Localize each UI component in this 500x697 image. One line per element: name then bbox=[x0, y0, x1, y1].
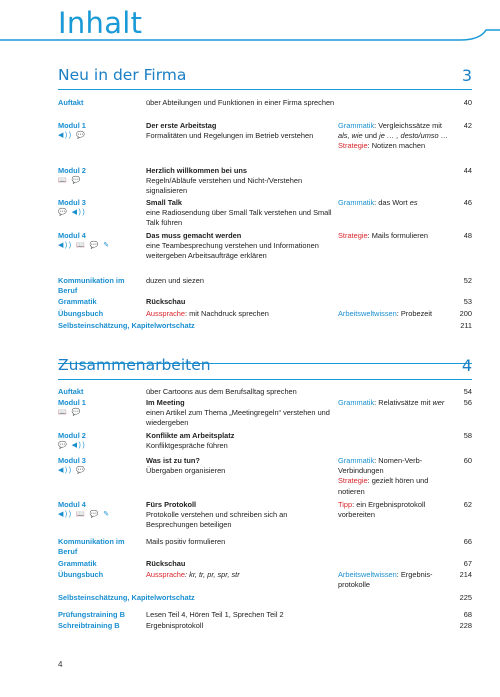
grammar-text: : Nomen-Verb-Verbindungen bbox=[338, 456, 423, 476]
toc-label bbox=[58, 610, 140, 620]
page-ref: 40 bbox=[463, 98, 472, 107]
toc-label bbox=[58, 621, 140, 631]
toc-label-text: Modul 1 bbox=[58, 121, 86, 130]
topic-text: : kr, tr, pr, spr, str bbox=[185, 570, 240, 579]
topic-title: Small Talk bbox=[146, 198, 183, 207]
skill-icons: 💬 ◀)) bbox=[58, 442, 87, 450]
toc-grammar bbox=[338, 198, 450, 208]
toc-label-text: Modul 3 bbox=[58, 456, 86, 465]
topic-text: Formalitäten und Regelungen im Betrieb verstehen bbox=[146, 131, 314, 141]
toc-label bbox=[58, 500, 140, 520]
toc-label bbox=[58, 593, 438, 603]
grammar-italic: wer bbox=[432, 398, 445, 407]
toc-topic bbox=[146, 297, 336, 307]
page-ref: 62 bbox=[463, 500, 472, 509]
page-ref: 42 bbox=[463, 121, 472, 130]
toc-label bbox=[58, 297, 140, 307]
toc-topic bbox=[146, 166, 336, 197]
toc-label bbox=[58, 98, 140, 108]
toc-topic bbox=[146, 231, 336, 262]
toc-label-text: Modul 2 bbox=[58, 431, 86, 440]
grammar-label: Grammatik bbox=[338, 456, 375, 465]
grammar-label: Arbeitsweltwissen bbox=[338, 309, 397, 318]
topic-text: eine Teambesprechung verstehen und Informationen weitergeben Arbeitsaufträge erklären bbox=[146, 241, 319, 261]
toc-label bbox=[58, 570, 140, 580]
toc-label bbox=[58, 537, 140, 557]
toc-topic bbox=[146, 398, 336, 429]
topic-text: Regeln/Abläufe verstehen und Nicht-/Verstehen signalisieren bbox=[146, 176, 303, 196]
page-ref: 56 bbox=[463, 398, 472, 407]
grammar-text: : das Wort bbox=[374, 198, 410, 207]
grammar-text: : Vergleichssätze mit bbox=[374, 121, 442, 130]
grammar-italic: als, wie bbox=[338, 131, 363, 141]
topic-title: Im Meeting bbox=[146, 398, 185, 407]
toc-topic bbox=[146, 559, 336, 569]
page-ref: 46 bbox=[463, 198, 472, 207]
toc-label-text: Modul 3 bbox=[58, 198, 86, 207]
toc-label-text: Grammatik bbox=[58, 297, 97, 306]
toc-label bbox=[58, 431, 140, 451]
topic-text: einen Artikel zum Thema „Meetingregeln“ verstehen und wiedergeben bbox=[146, 408, 330, 428]
page-ref: 211 bbox=[460, 321, 472, 330]
toc-grammar bbox=[338, 309, 450, 319]
toc-label-text: Auftakt bbox=[58, 98, 84, 107]
grammar-text: : gezielt hören und notieren bbox=[338, 476, 429, 496]
toc-grammar bbox=[338, 398, 450, 408]
page-number: 4 bbox=[58, 660, 63, 669]
toc-label bbox=[58, 309, 140, 319]
page-ref: 60 bbox=[463, 456, 472, 465]
toc-label-text: Grammatik bbox=[58, 559, 97, 568]
page-ref: 48 bbox=[463, 231, 472, 240]
topic-text: über Abteilungen und Funktionen in einer Firma sprechen bbox=[146, 98, 335, 107]
topic-title: Fürs Protokoll bbox=[146, 500, 197, 509]
toc-grammar bbox=[338, 500, 450, 520]
page-ref: 54 bbox=[463, 387, 472, 396]
grammar-label: Arbeitsweltwissen bbox=[338, 570, 397, 579]
topic-text: : mit Nachdruck sprechen bbox=[185, 309, 269, 318]
topic-text: Übergaben organisieren bbox=[146, 466, 226, 476]
grammar-text: : Mails formulieren bbox=[367, 231, 428, 240]
toc-topic bbox=[146, 198, 336, 229]
skill-icons: 📖 💬 bbox=[58, 177, 82, 185]
page-ref: 44 bbox=[463, 166, 472, 175]
skill-icons: 📖 💬 bbox=[58, 409, 82, 417]
topic-title: Konflikte am Arbeitsplatz bbox=[146, 431, 235, 440]
toc-label-text: Selbsteinschätzung, Kapitelwortschatz bbox=[58, 593, 195, 602]
toc-label-text: Selbsteinschätzung, Kapitelwortschatz bbox=[58, 321, 195, 330]
toc-topic bbox=[146, 621, 336, 631]
toc-label bbox=[58, 198, 140, 218]
page-title: Inhalt bbox=[58, 6, 143, 40]
topic-text: Lesen Teil 4, Hören Teil 1, Sprechen Teil 2 bbox=[146, 610, 284, 619]
page-ref: 225 bbox=[459, 593, 472, 602]
topic-text: Mails positiv formulieren bbox=[146, 537, 226, 546]
section-header-2 bbox=[58, 356, 472, 380]
toc-topic bbox=[146, 456, 336, 476]
toc-label bbox=[58, 559, 140, 569]
grammar-text: : Probezeit bbox=[396, 309, 433, 318]
page-ref: 58 bbox=[463, 431, 472, 440]
topic-title: Das muss gemacht werden bbox=[146, 231, 242, 240]
strategy-label: Tipp bbox=[338, 500, 353, 509]
toc-grammar bbox=[338, 231, 450, 241]
grammar-text: : Relativsätze mit bbox=[374, 398, 433, 407]
topic-title: Rückschau bbox=[146, 297, 186, 306]
toc-topic bbox=[146, 537, 336, 547]
toc-label bbox=[58, 321, 438, 331]
toc-label-text: Modul 1 bbox=[58, 398, 86, 407]
page-ref: 214 bbox=[459, 570, 472, 579]
toc-topic bbox=[146, 276, 336, 286]
skill-icons: ◀)) 📖 💬 ✎ bbox=[58, 242, 111, 250]
toc-label-text: Modul 2 bbox=[58, 166, 86, 175]
topic-text: Konfliktgespräche führen bbox=[146, 441, 228, 451]
topic-text: duzen und siezen bbox=[146, 276, 204, 285]
grammar-label: Grammatik bbox=[338, 198, 375, 207]
toc-label bbox=[58, 387, 140, 397]
strategy-label: Strategie bbox=[338, 141, 368, 151]
toc-grammar bbox=[338, 121, 450, 152]
page-ref: 228 bbox=[459, 621, 472, 630]
skill-icons: ◀)) 💬 bbox=[58, 132, 87, 140]
toc-label bbox=[58, 121, 140, 141]
toc-label bbox=[58, 166, 140, 186]
toc-topic bbox=[146, 98, 336, 108]
toc-label bbox=[58, 398, 140, 418]
page-ref: 52 bbox=[463, 276, 472, 285]
topic-text: Protokolle verstehen und schreiben sich an Besprechungen beteiligen bbox=[146, 510, 288, 530]
toc-topic bbox=[146, 610, 336, 620]
toc-topic bbox=[146, 431, 336, 451]
skill-icons: ◀)) 💬 bbox=[58, 467, 87, 475]
page-ref: 68 bbox=[463, 610, 472, 619]
toc-topic bbox=[146, 500, 336, 531]
toc-label-text: Schreibtraining B bbox=[58, 621, 120, 630]
grammar-label: Grammatik bbox=[338, 398, 375, 407]
toc-label-text: Kommunikation im Beruf bbox=[58, 276, 125, 296]
page-ref: 200 bbox=[459, 309, 472, 318]
grammar-text: : Notizen machen bbox=[367, 141, 426, 151]
skill-icons: 💬 ◀)) bbox=[58, 209, 87, 217]
toc-label-text: Modul 4 bbox=[58, 231, 86, 240]
toc-topic bbox=[146, 387, 336, 397]
toc-label-text: Übungsbuch bbox=[58, 570, 104, 579]
grammar-text: : ein Ergebnisprotokoll vorbereiten bbox=[338, 500, 426, 520]
topic-label: Aussprache bbox=[146, 570, 186, 579]
topic-title: Herzlich willkommen bei uns bbox=[146, 166, 248, 175]
topic-text: eine Radiosendung über Small Talk verstehen und Small Talk führen bbox=[146, 208, 332, 228]
page-ref: 66 bbox=[463, 537, 472, 546]
section-title: Neu in der Firma bbox=[58, 66, 187, 84]
toc-label-text: Übungsbuch bbox=[58, 309, 104, 318]
topic-text: über Cartoons aus dem Berufsalltag sprechen bbox=[146, 387, 297, 396]
toc-grammar bbox=[338, 570, 450, 590]
topic-text: Ergebnisprotokoll bbox=[146, 621, 204, 630]
topic-label: Aussprache bbox=[146, 309, 186, 318]
topic-title: Der erste Arbeitstag bbox=[146, 121, 217, 130]
page-ref: 53 bbox=[463, 297, 472, 306]
toc-label bbox=[58, 456, 140, 476]
grammar-text: : Ergebnis-protokolle bbox=[338, 570, 433, 590]
toc-label bbox=[58, 231, 140, 251]
skill-icons: ◀)) 📖 💬 ✎ bbox=[58, 511, 111, 519]
toc-label bbox=[58, 276, 140, 296]
section-number: 4 bbox=[461, 356, 472, 375]
grammar-label: Grammatik bbox=[338, 121, 375, 130]
toc-label-text: Kommunikation im Beruf bbox=[58, 537, 125, 557]
section-header-1 bbox=[58, 66, 472, 90]
toc-label-text: Prüfungstraining B bbox=[58, 610, 125, 619]
topic-title: Rückschau bbox=[146, 559, 186, 568]
grammar-italic: je … , desto/umso … bbox=[379, 131, 449, 141]
section-title: Zusammenarbeiten bbox=[58, 356, 211, 374]
toc-topic bbox=[146, 570, 336, 580]
toc-topic bbox=[146, 121, 336, 141]
topic-title: Was ist zu tun? bbox=[146, 456, 200, 465]
section-number: 3 bbox=[461, 66, 472, 85]
toc-label-text: Auftakt bbox=[58, 387, 84, 396]
toc-label-text: Modul 4 bbox=[58, 500, 86, 509]
grammar-text: und bbox=[362, 131, 380, 141]
strategy-label: Strategie bbox=[338, 231, 368, 240]
strategy-label: Strategie bbox=[338, 476, 368, 486]
toc-grammar bbox=[338, 456, 450, 497]
toc-topic bbox=[146, 309, 336, 319]
grammar-italic: es bbox=[409, 198, 418, 207]
page-ref: 67 bbox=[463, 559, 472, 568]
